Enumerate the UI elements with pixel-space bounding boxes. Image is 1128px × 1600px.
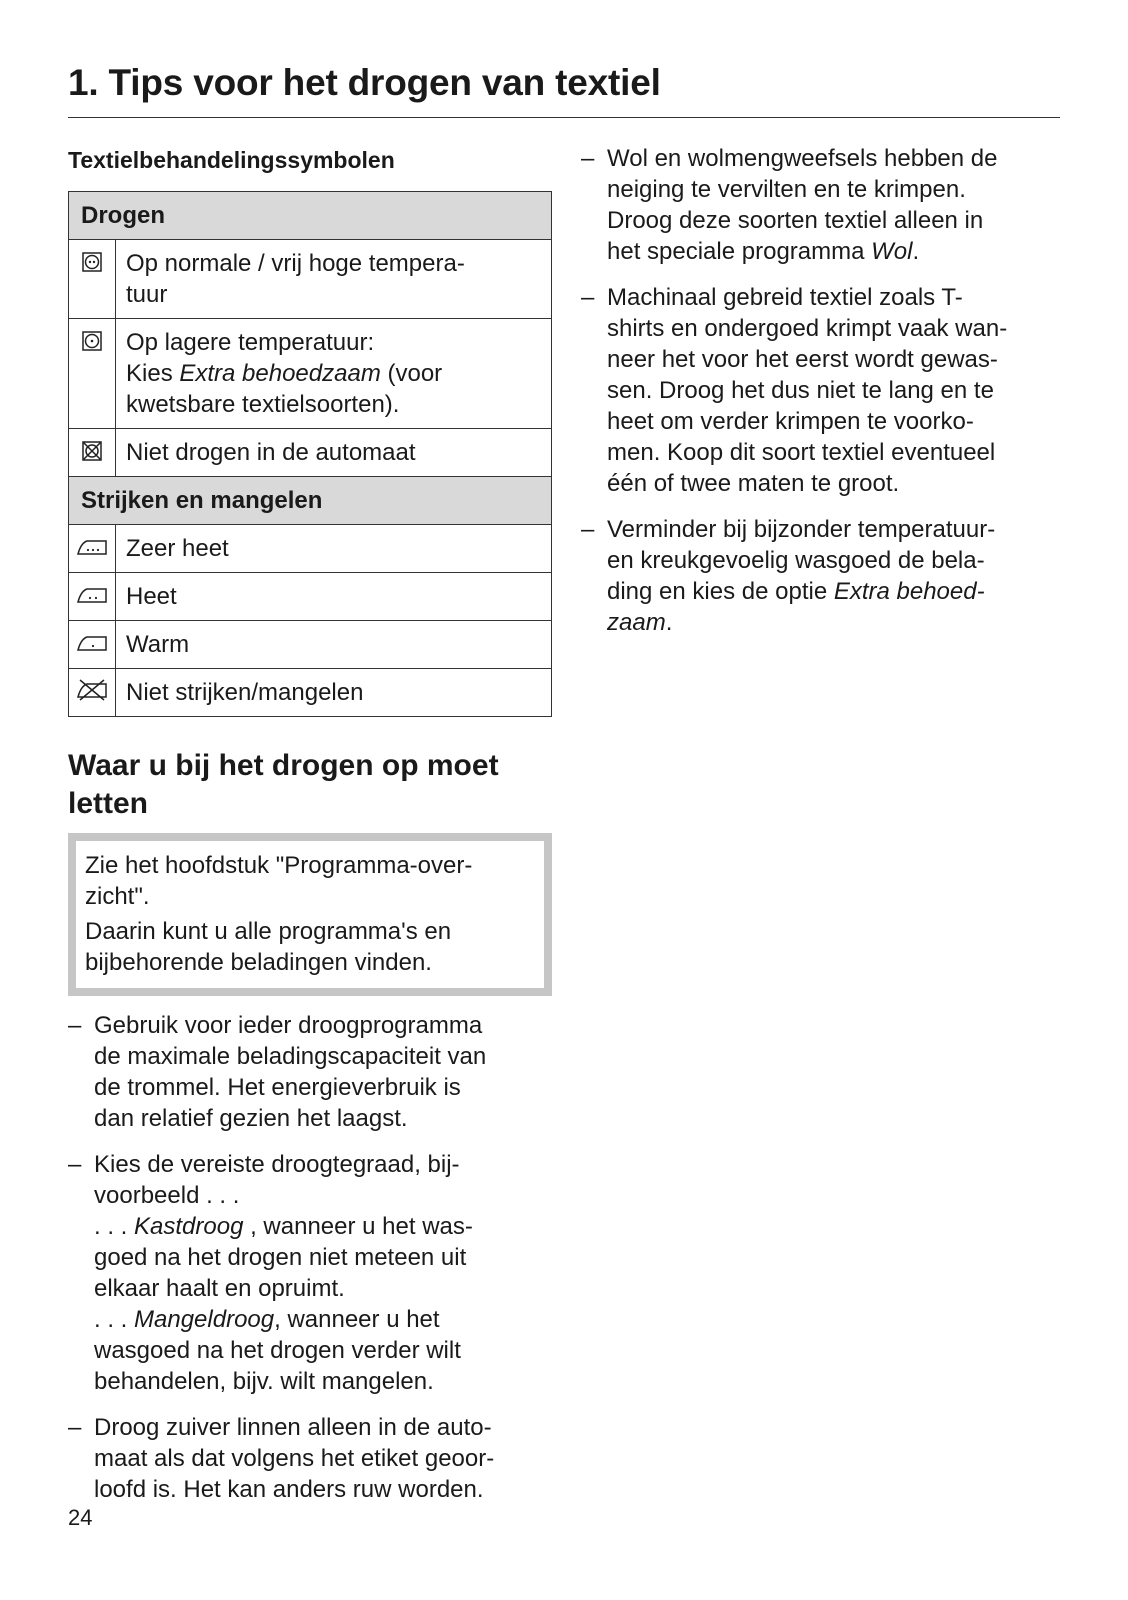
table-row [69, 669, 552, 717]
list-item: – Kies de vereiste droogtegraad, bij- voorbeeld . . . . . . Kastdroog , wanneer u het was- goed na het drogen niet meteen uit elkaar haalt en opruimt. . . . Mangeldroog, wanneer u het wasgoed na het drogen verder wilt behandelen, bijv. wilt mangelen. [68, 1149, 552, 1397]
note-paragraph: Zie het hoofdstuk "Programma-over- zicht". [85, 852, 473, 910]
table-section-row [69, 192, 552, 240]
symbol-description: Op normale / vrij hoge tempera- tuur [116, 240, 552, 319]
iron-low-icon [69, 621, 116, 669]
right-column [581, 143, 1060, 653]
iron-high-icon [69, 525, 116, 573]
table-row [69, 240, 552, 319]
tumble-dry-normal-icon [69, 240, 116, 319]
symbol-description: Op lagere temperatuur: Kies Extra behoedzaam (voor kwetsbare textielsoorten). [116, 319, 552, 429]
symbol-description: Niet drogen in de automaat [116, 429, 552, 477]
table-row [69, 429, 552, 477]
fabric-tips-list [581, 143, 1060, 638]
ironing-header: Strijken en mangelen [69, 477, 552, 525]
drying-tips-list [68, 1010, 552, 1505]
symbols-heading: Textielbehandelingssymbolen [68, 147, 395, 173]
list-item: – Gebruik voor ieder droogprogramma de maximale beladingscapaciteit van de trommel. Het energieverbruik is dan relatief gezien het laagst. [68, 1010, 552, 1134]
table-row [69, 319, 552, 429]
table-row [69, 525, 552, 573]
page-number: 24 [68, 1505, 93, 1530]
note-paragraph: Daarin kunt u alle programma's en bijbehorende beladingen vinden. [85, 918, 452, 976]
iron-medium-icon [69, 573, 116, 621]
table-section-row [69, 477, 552, 525]
symbol-description: Zeer heet [116, 525, 552, 573]
symbol-description: Niet strijken/mangelen [116, 669, 552, 717]
list-item: – Droog zuiver linnen alleen in de auto- maat als dat volgens het etiket geoor- loofd is. Het kan anders ruw worden. [68, 1412, 552, 1505]
note-box [68, 833, 552, 996]
do-not-tumble-dry-icon [69, 429, 116, 477]
do-not-iron-icon [69, 669, 116, 717]
tumble-dry-low-icon [69, 319, 116, 429]
title-divider [68, 117, 1060, 118]
care-symbols-table [68, 191, 552, 717]
drying-header: Drogen [69, 192, 552, 240]
list-item: – Machinaal gebreid textiel zoals T- shirts en ondergoed krimpt vaak wan- neer het voor het eerst wordt gewas- sen. Droog het dus niet te lang en te heet om verder krimpen te voorko- men. Koop dit soort textiel eventueel één of twee maten te groot. [581, 282, 1060, 499]
table-row [69, 573, 552, 621]
list-item: – Wol en wolmengweefsels hebben de neiging te vervilten en te krimpen. Droog deze soorten textiel alleen in het speciale programma Wol. [581, 143, 1060, 267]
section-heading: Waar u bij het drogen op moet letten [68, 749, 499, 820]
symbol-description: Heet [116, 573, 552, 621]
page-title: 1. Tips voor het drogen van textiel [68, 62, 661, 103]
list-item: – Verminder bij bijzonder temperatuur- en kreukgevoelig wasgoed de bela- ding en kies de optie Extra behoed- zaam. [581, 514, 1060, 638]
table-row [69, 621, 552, 669]
symbol-description: Warm [116, 621, 552, 669]
left-column [68, 143, 552, 1520]
